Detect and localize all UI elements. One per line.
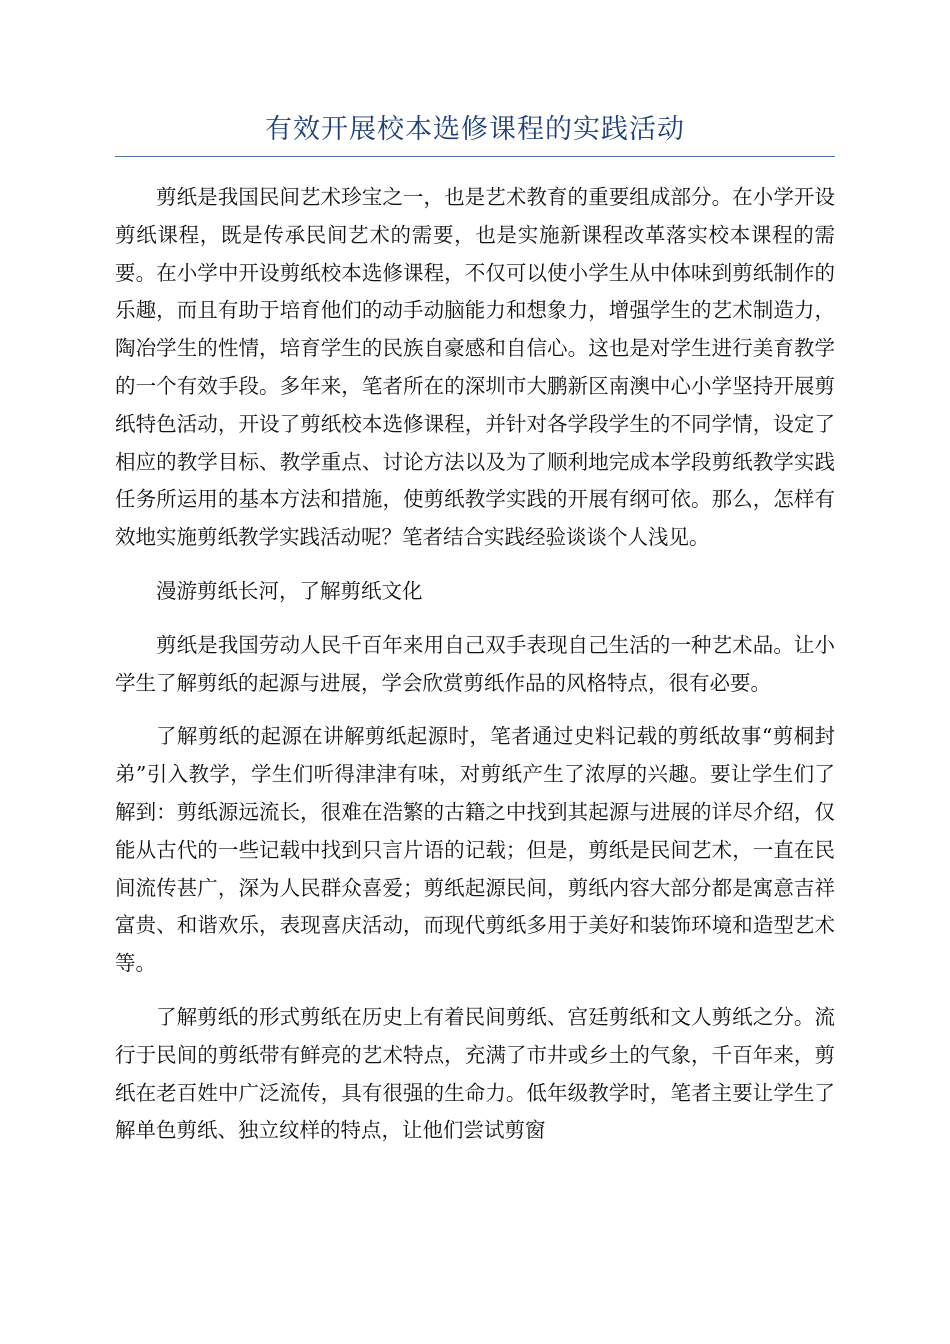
section-heading: 漫游剪纸长河，了解剪纸文化 [156, 578, 423, 603]
document-body [115, 179, 835, 1150]
title-block [115, 110, 835, 157]
paragraph-origin: 了解剪纸的起源在讲解剪纸起源时，笔者通过史料记载的剪纸故事“剪桐封弟”引入教学，学生们听得津津有味，对剪纸产生了浓厚的兴趣。要让学生们了解到：剪纸源远流长，很难在浩繁的古籍之中找到其起源与进展的详尽介绍，仅能从古代的一些记载中找到只言片语的记载；但是，剪纸是民间艺术，一直在民间流传甚广，深为人民群众喜爱；剪纸起源民间，剪纸内容大部分都是寓意吉祥富贵、和谐欢乐，表现喜庆活动，而现代剪纸多用于美好和装饰环境和造型艺术等。 [115, 724, 835, 976]
document-title: 有效开展校本选修课程的实践活动 [265, 114, 685, 145]
document-page [115, 110, 835, 1166]
paragraph-forms: 了解剪纸的形式剪纸在历史上有着民间剪纸、宫廷剪纸和文人剪纸之分。流行于民间的剪纸带有鲜亮的艺术特点，充满了市井或乡土的气象，千百年来，剪纸在老百姓中广泛流传，具有很强的生命力。低年级教学时，笔者主要让学生了解单色剪纸、独立纹样的特点，让他们尝试剪窗 [115, 1004, 835, 1143]
paragraph-intro: 剪纸是我国民间艺术珍宝之一，也是艺术教育的重要组成部分。在小学开设剪纸课程，既是传承民间艺术的需要，也是实施新课程改革落实校本课程的需要。在小学中开设剪纸校本选修课程，不仅可以使小学生从中体味到剪纸制作的乐趣，而且有助于培育他们的动手动脑能力和想象力，增强学生的艺术制造力，陶冶学生的性情，培育学生的民族自豪感和自信心。这也是对学生进行美育教学的一个有效手段。多年来，笔者所在的深圳市大鹏新区南澳中心小学坚持开展剪纸特色活动，开设了剪纸校本选修课程，并针对各学段学生的不同学情，设定了相应的教学目标、教学重点、讨论方法以及为了顺利地完成本学段剪纸教学实践任务所运用的基本方法和措施，使剪纸教学实践的开展有纲可依。那么，怎样有效地实施剪纸教学实践活动呢？笔者结合实践经验谈谈个人浅见。 [115, 185, 835, 550]
paragraph-overview: 剪纸是我国劳动人民千百年来用自己双手表现自己生活的一种艺术品。让小学生了解剪纸的起源与进展，学会欣赏剪纸作品的风格特点，很有必要。 [115, 632, 835, 695]
